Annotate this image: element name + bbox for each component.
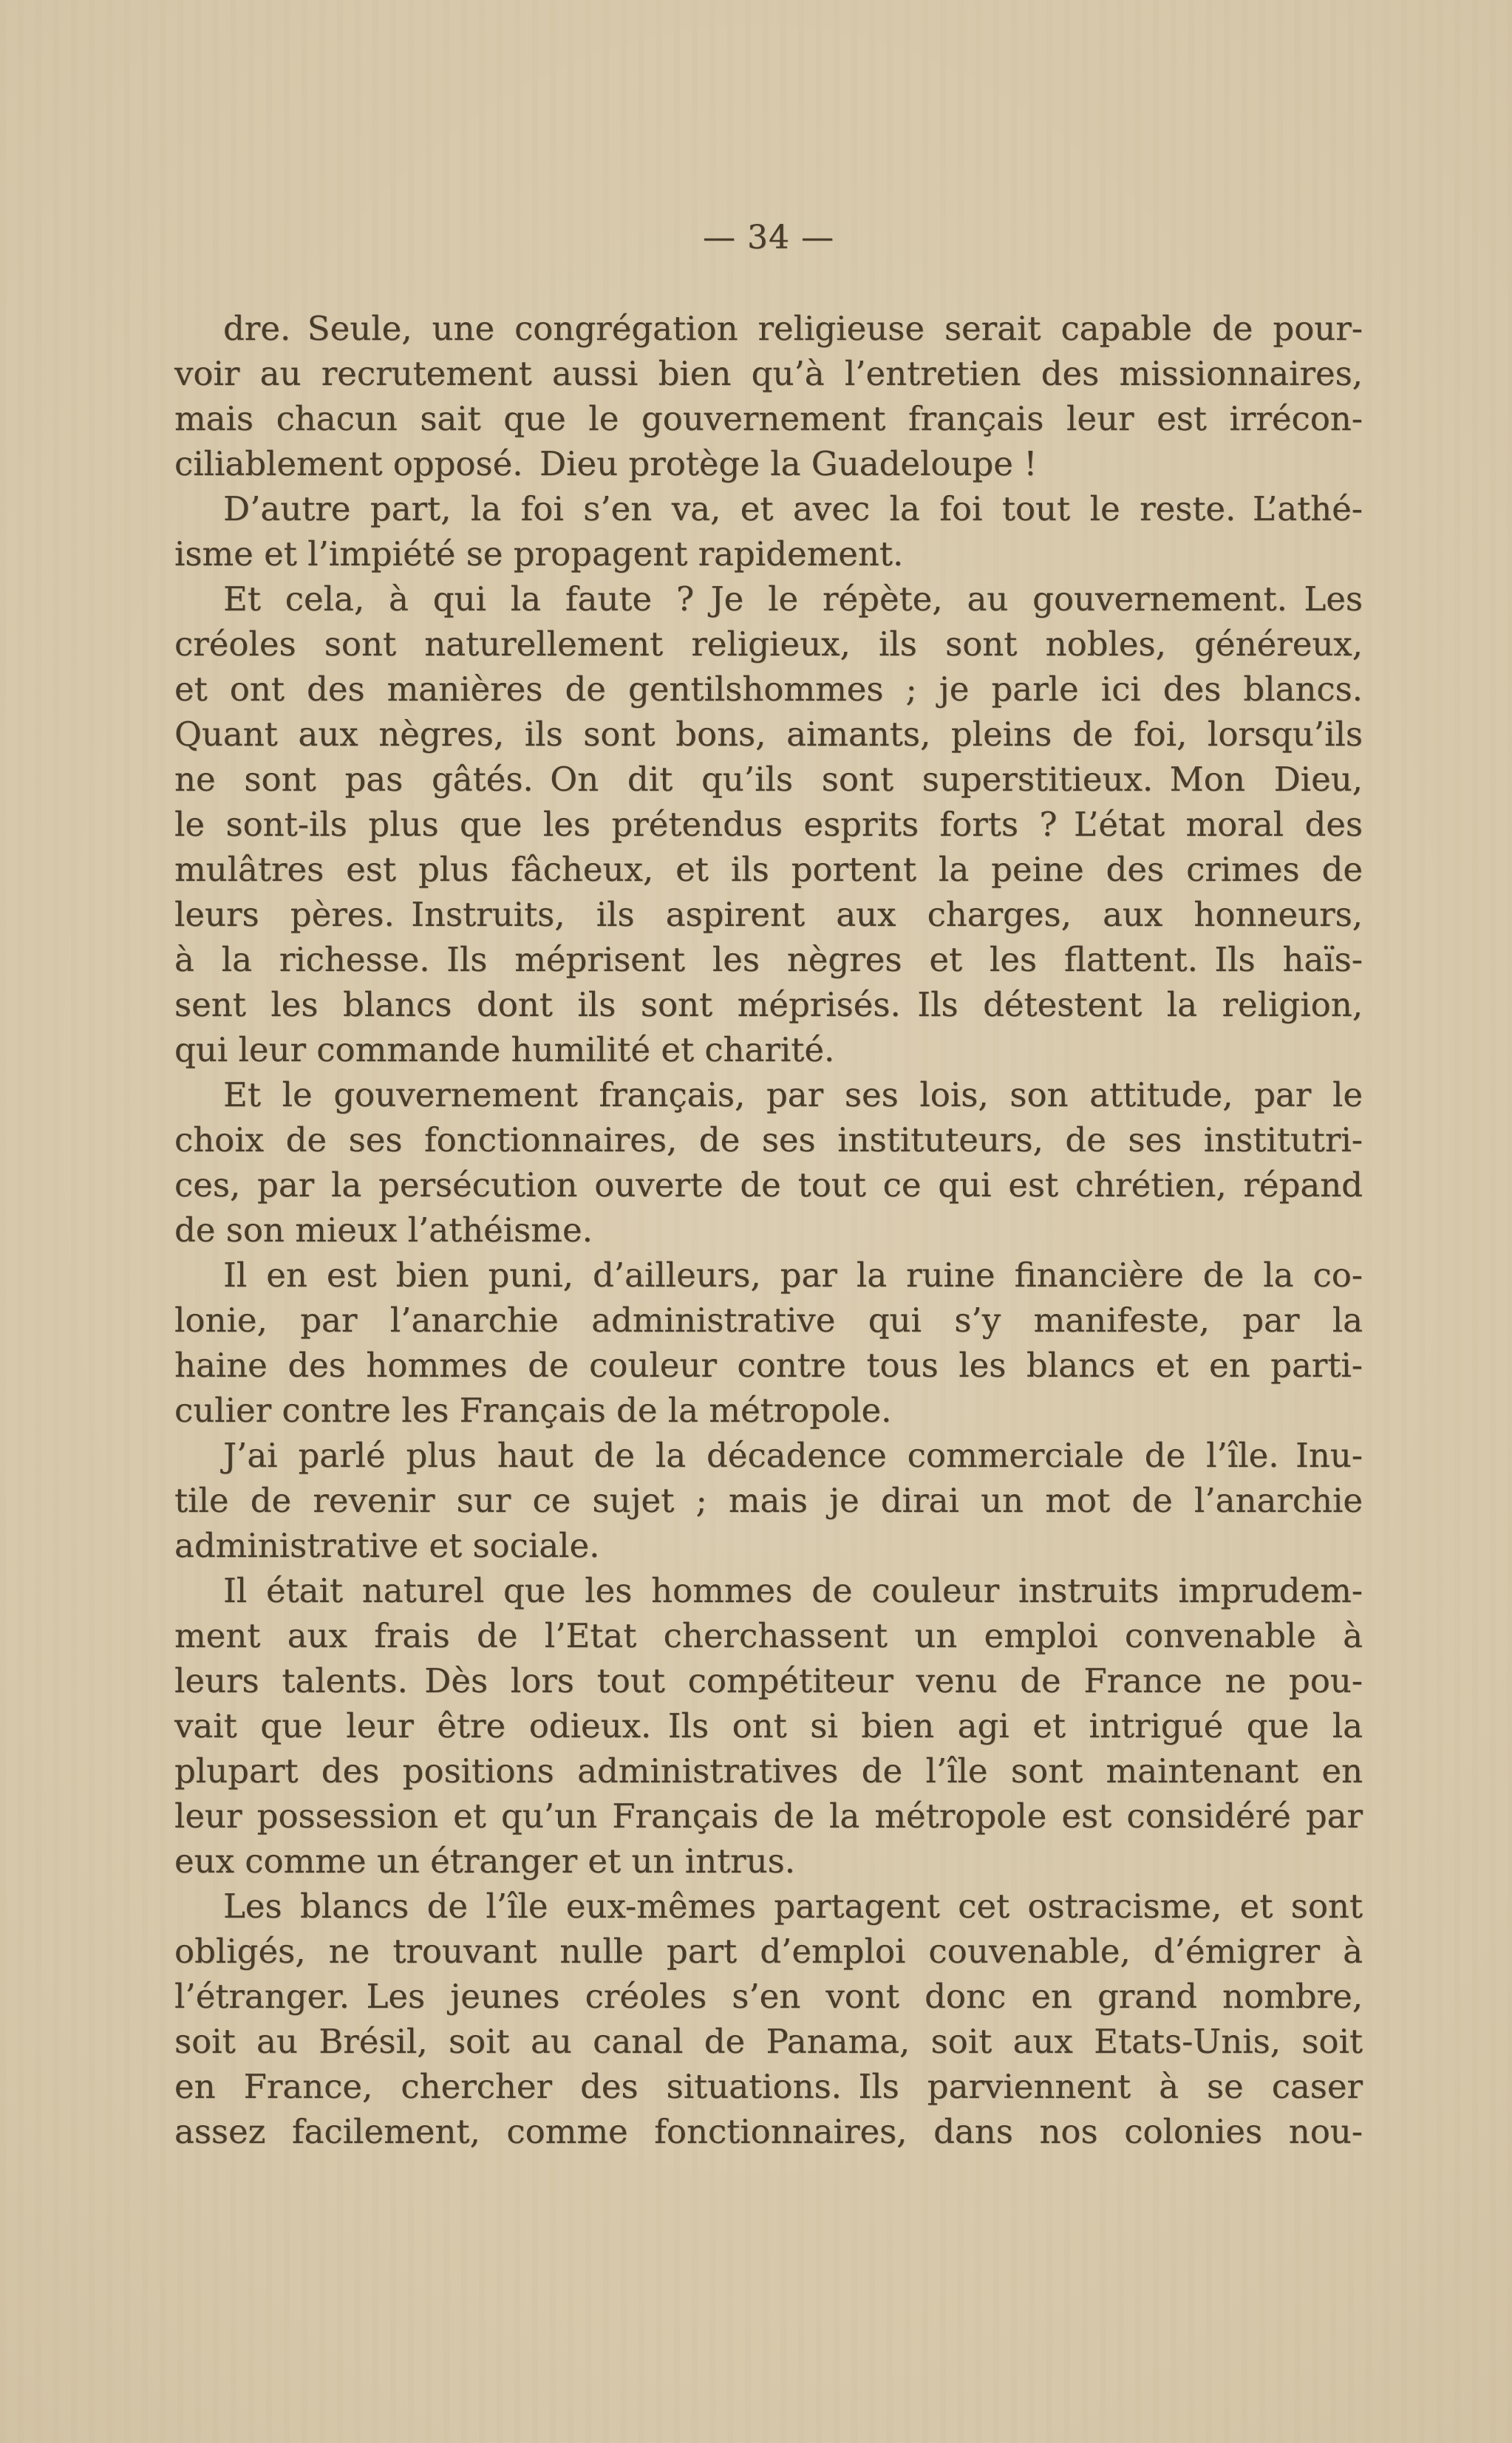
text-line: sent les blancs dont ils sont méprisés. Ils détestent la religion, — [174, 985, 1363, 1024]
text-line: leur possession et qu’un Français de la métropole est considéré par — [174, 1796, 1363, 1836]
body-text — [174, 306, 1363, 2154]
text-line: haine des hommes de couleur contre tous les blancs et en parti- — [174, 1346, 1363, 1385]
text-line: Et le gouvernement français, par ses lois, son attitude, par le — [223, 1075, 1363, 1114]
text-line: voir au recrutement aussi bien qu’à l’entretien des missionnaires, — [174, 354, 1363, 393]
text-line: de son mieux l’athéisme. — [174, 1210, 593, 1250]
text-line: ment aux frais de l’Etat cherchassent un emploi convenable à — [174, 1616, 1363, 1655]
page-number: — 34 — — [703, 219, 834, 256]
text-line: qui leur commande humilité et charité. — [174, 1030, 835, 1069]
text-line: eux comme un étranger et un intrus. — [174, 1841, 796, 1881]
text-line: Quant aux nègres, ils sont bons, aimants, pleins de foi, lorsqu’ils — [174, 715, 1363, 754]
text-line: tile de revenir sur ce sujet ; mais je dirai un mot de l’anarchie — [174, 1481, 1363, 1520]
text-line: administrative et sociale. — [174, 1526, 600, 1565]
text-line: ciliablement opposé. Dieu protège la Guadeloupe ! — [174, 444, 1038, 483]
text-line: le sont-ils plus que les prétendus esprits forts ? L’état moral des — [174, 805, 1363, 844]
text-line: assez facilement, comme fonctionnaires, dans nos colonies nou- — [174, 2112, 1363, 2151]
text-line: Et cela, à qui la faute ? Je le répète, au gouvernement. Les — [223, 579, 1363, 619]
text-line: ces, par la persécution ouverte de tout ce qui est chrétien, répand — [174, 1165, 1363, 1205]
text-line: créoles sont naturellement religieux, ils sont nobles, généreux, — [174, 624, 1363, 664]
text-line: l’étranger. Les jeunes créoles s’en vont donc en grand nombre, — [174, 1977, 1363, 2016]
text-line: D’autre part, la foi s’en va, et avec la foi tout le reste. L’athé- — [223, 489, 1363, 528]
text-line: en France, chercher des situations. Ils parviennent à se caser — [174, 2067, 1363, 2106]
text-line: lonie, par l’anarchie administrative qui s’y manifeste, par la — [174, 1301, 1363, 1340]
paragraph — [174, 486, 1363, 576]
paragraph — [174, 576, 1363, 1072]
paragraph — [174, 1072, 1363, 1253]
text-line: à la richesse. Ils méprisent les nègres et les flattent. Ils haïs- — [174, 940, 1363, 979]
text-line: isme et l’impiété se propagent rapidement. — [174, 534, 904, 573]
text-line: Il était naturel que les hommes de couleur instruits imprudem- — [223, 1571, 1363, 1610]
paragraph — [174, 306, 1363, 486]
text-line: culier contre les Français de la métropole. — [174, 1391, 892, 1430]
text-line: mulâtres est plus fâcheux, et ils portent la peine des crimes de — [174, 850, 1363, 889]
paragraph — [174, 1433, 1363, 1568]
text-line: obligés, ne trouvant nulle part d’emploi couvenable, d’émigrer à — [174, 1932, 1363, 1971]
text-line: vait que leur être odieux. Ils ont si bien agi et intrigué que la — [174, 1706, 1363, 1745]
text-line: et ont des manières de gentilshommes ; je parle ici des blancs. — [174, 669, 1363, 709]
text-line: Les blancs de l’île eux-mêmes partagent cet ostracisme, et sont — [223, 1887, 1363, 1926]
paragraph — [174, 1568, 1363, 1884]
text-line: J’ai parlé plus haut de la décadence commerciale de l’île. Inu- — [223, 1436, 1363, 1475]
text-line: choix de ses fonctionnaires, de ses instituteurs, de ses institutri- — [174, 1120, 1363, 1159]
text-line: soit au Brésil, soit au canal de Panama, soit aux Etats-Unis, soit — [174, 2022, 1363, 2061]
text-line: ne sont pas gâtés. On dit qu’ils sont superstitieux. Mon Dieu, — [174, 760, 1363, 799]
paragraph — [174, 1253, 1363, 1433]
text-line: plupart des positions administratives de l’île sont maintenant en — [174, 1751, 1363, 1790]
text-line: dre. Seule, une congrégation religieuse serait capable de pour- — [223, 309, 1363, 348]
text-line: mais chacun sait que le gouvernement français leur est irrécon- — [174, 399, 1363, 438]
text-line: Il en est bien puni, d’ailleurs, par la ruine financière de la co- — [223, 1255, 1363, 1295]
text-line: leurs talents. Dès lors tout compétiteur venu de France ne pou- — [174, 1661, 1363, 1700]
paragraph — [174, 1884, 1363, 2154]
text-line: leurs pères. Instruits, ils aspirent aux charges, aux honneurs, — [174, 895, 1363, 934]
